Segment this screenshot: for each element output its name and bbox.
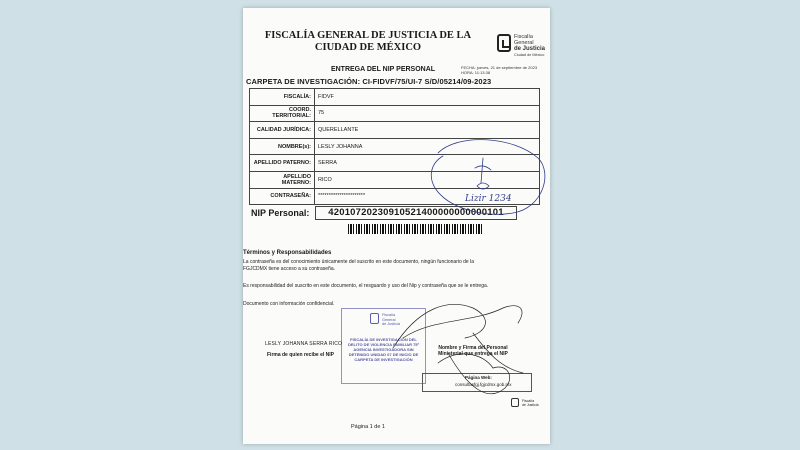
field-label: COORD. TERRITORIAL:: [250, 105, 315, 122]
carpeta-number: CARPETA DE INVESTIGACIÓN: CI-FIDVF/75/UI-7 S/D/05214/09-2023: [246, 77, 492, 86]
document-subtitle: ENTREGA DEL NIP PERSONAL: [330, 66, 436, 73]
field-value: RICO: [315, 171, 540, 188]
field-value: 75: [315, 105, 540, 122]
field-label: CALIDAD JURÍDICA:: [250, 122, 315, 139]
web-url: consultasfgj.fgjcdmx.gob.mx: [455, 382, 512, 387]
handwriting-overlay: [243, 8, 550, 444]
field-value: **********************: [315, 188, 540, 205]
stamp-text: FISCALÍA DE INVESTIGACIÓN DEL DELITO DE VIOLENCIA FAMILIAR 75ª AGENCIA INVESTIGADORA SIN DETENIDO UNIDAD 07 DE INICIO DE CARPETA DE INVESTIGACIÓN: [347, 337, 420, 362]
field-label: NOMBRE(s):: [250, 138, 315, 155]
field-value: FIDVF: [315, 89, 540, 106]
terms-text-3: Documento con información confidencial.: [243, 301, 335, 307]
document-page: [243, 8, 550, 444]
field-label: FISCALÍA:: [250, 89, 315, 106]
footer-logo-text: Fiscalía de Justicia: [522, 399, 539, 407]
agency-title-line1: FISCALÍA GENERAL DE JUSTICIA DE LA: [264, 30, 472, 41]
signature-top-icon: [431, 140, 545, 215]
terms-text-1: La contraseña es del conocimiento únicamente del suscrito en este documento, ningún funcionario de la FGJCDMX tiene acceso a su contraseña.: [243, 259, 474, 272]
terms-title: Términos y Responsabilidades: [243, 250, 332, 256]
fgj-logo-text: Fiscalía General de Justicia Ciudad de México: [514, 34, 546, 57]
terms-text-2: Es responsabilidad del suscrito en este documento, el resguardo y uso del Nip y contraseña que se le entrega.: [243, 283, 489, 289]
field-label: APELLIDO MATERNO:: [250, 171, 315, 188]
issue-date: FECHA: jueves, 21 de septiembre de 2023: [461, 65, 538, 70]
handwritten-password: Lizir 1234: [465, 194, 512, 204]
field-label: CONTRASEÑA:: [250, 188, 315, 205]
nip-label: NIP Personal:: [251, 208, 310, 218]
agency-title-line2: CIUDAD DE MÉXICO: [314, 42, 422, 53]
nip-value: 42010720230910521400000000000101: [315, 206, 517, 220]
field-value: QUERELLANTE: [315, 122, 540, 139]
field-value: LESLY JOHANNA: [315, 138, 540, 155]
field-label: APELLIDO PATERNO:: [250, 155, 315, 172]
web-label: Página Web:: [465, 375, 492, 380]
staff-signature-caption: Nombre y Firma del Personal Ministerial que entrega el NIP: [438, 345, 508, 357]
page-number: Página 1 de 1: [351, 424, 385, 430]
signer-name: LESLY JOHANNA SERRA RICO: [265, 341, 343, 347]
field-value: SERRA: [315, 155, 540, 172]
receiver-signature-caption: Firma de quien recibe el NIP: [267, 352, 334, 358]
issue-time: HORA: 11:13:38: [461, 70, 491, 75]
stamp-logo-text: Fiscalía General de Justicia: [382, 313, 400, 326]
signature-bottom-icon: [393, 304, 523, 393]
